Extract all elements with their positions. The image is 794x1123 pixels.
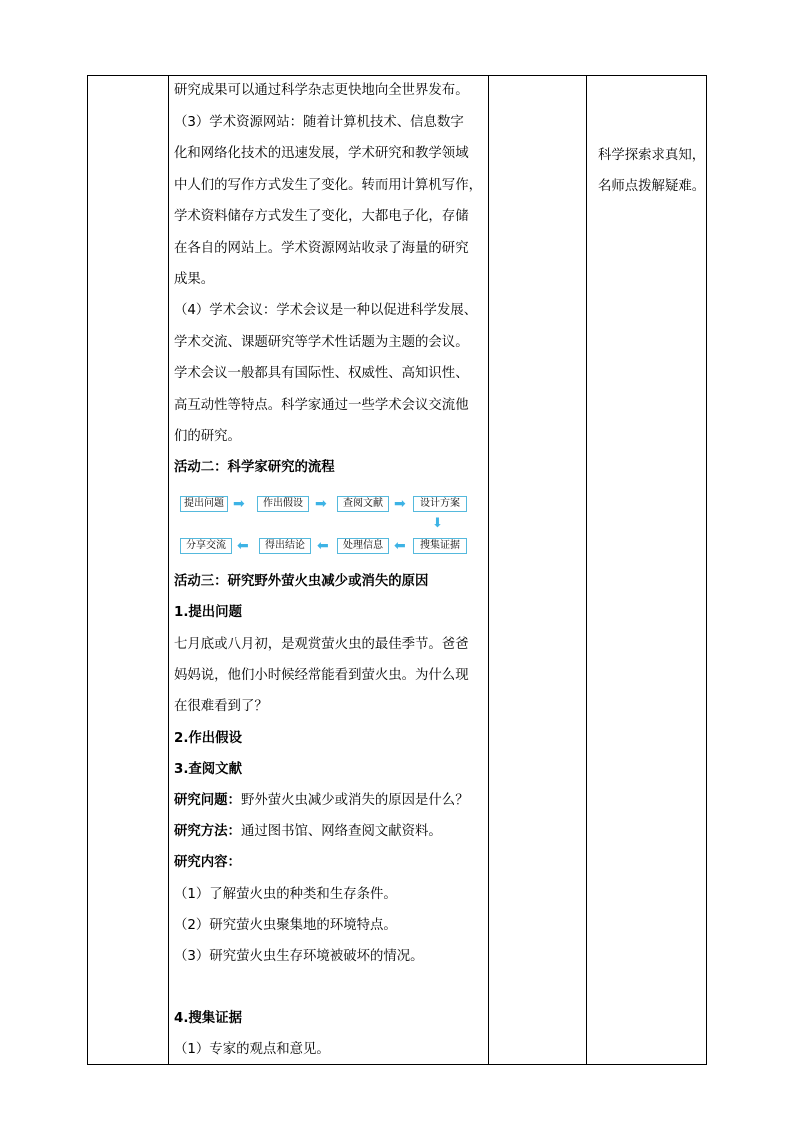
column-divider <box>586 76 587 1064</box>
main-line: 化和网络化技术的迅速发展，学术研究和教学领域 <box>174 146 469 161</box>
activity-three-heading: 活动三：研究野外萤火虫减少或消失的原因 <box>174 574 429 589</box>
main-line: 学术资料储存方式发生了变化，大都电子化，存储 <box>174 209 469 224</box>
main-line: 在很难看到了？ <box>174 699 268 714</box>
right-arrow-icon: ➡ <box>233 496 245 512</box>
right-arrow-icon: ➡ <box>315 496 327 512</box>
research-method <box>174 822 442 842</box>
flow-step-box: 设计方案 <box>413 496 467 512</box>
step-heading: 2.作出假设 <box>174 731 242 746</box>
column-divider <box>168 76 169 1064</box>
main-line: 七月底或八月初，是观赏萤火虫的最佳季节。爸爸 <box>174 637 469 652</box>
main-line: 在各自的网站上。学术资源网站收录了海量的研究 <box>174 241 469 256</box>
research-item: （3）研究萤火虫生存环境被破坏的情况。 <box>174 949 424 964</box>
note-line: 科学探索求真知， <box>598 148 706 163</box>
column-divider <box>488 76 489 1064</box>
activity-two-heading: 活动二：科学家研究的流程 <box>174 460 335 475</box>
research-question <box>174 791 469 811</box>
main-line: 学术会议一般都具有国际性、权威性、高知识性、 <box>174 366 469 381</box>
flow-step-box: 处理信息 <box>337 538 389 554</box>
main-line: （4）学术会议：学术会议是一种以促进科学发展、 <box>174 303 478 318</box>
flow-step-box: 提出问题 <box>180 496 228 512</box>
main-line: 学术交流、课题研究等学术性话题为主题的会议。 <box>174 335 469 350</box>
flow-step-box: 作出假设 <box>257 496 309 512</box>
down-arrow-icon: ⬇ <box>432 516 443 531</box>
research-item: （2）研究萤火虫聚集地的环境特点。 <box>174 918 397 933</box>
research-item: （1）了解萤火虫的种类和生存条件。 <box>174 887 397 902</box>
right-arrow-icon: ➡ <box>394 496 406 512</box>
main-line: 妈妈说，他们小时候经常能看到萤火虫。为什么现 <box>174 668 469 683</box>
note-line: 名师点拨解疑难。 <box>598 179 706 194</box>
main-line: 成果。 <box>174 272 215 287</box>
research-flowchart <box>177 493 477 555</box>
main-line: 高互动性等特点。科学家通过一些学术会议交流他 <box>174 398 469 413</box>
main-line: （3）学术资源网站：随着计算机技术、信息数字 <box>174 115 464 130</box>
left-arrow-icon: ⬅ <box>394 538 406 554</box>
research-question-label: 研究问题： <box>174 793 241 808</box>
research-content-label: 研究内容： <box>174 855 241 870</box>
step-heading: 1.提出问题 <box>174 605 242 620</box>
left-arrow-icon: ⬅ <box>237 538 249 554</box>
flow-step-box: 得出结论 <box>259 538 311 554</box>
flow-step-box: 查阅文献 <box>337 496 389 512</box>
step-heading: 4.搜集证据 <box>174 1011 242 1026</box>
main-line: 研究成果可以通过科学杂志更快地向全世界发布。 <box>174 83 469 98</box>
evidence-item: （1）专家的观点和意见。 <box>174 1042 330 1057</box>
research-method-text: 通过图书馆、网络查阅文献资料。 <box>240 824 442 839</box>
main-line: 中人们的写作方式发生了变化。转而用计算机写作， <box>174 178 482 193</box>
flow-step-box: 分享交流 <box>180 538 232 554</box>
research-method-label: 研究方法： <box>174 824 241 839</box>
lesson-table <box>87 75 707 1065</box>
main-line: 们的研究。 <box>174 429 241 444</box>
flow-step-box: 搜集证据 <box>413 538 467 554</box>
step-heading: 3.查阅文献 <box>174 762 242 777</box>
left-arrow-icon: ⬅ <box>317 538 329 554</box>
research-question-text: 野外萤火虫减少或消失的原因是什么？ <box>240 793 469 808</box>
